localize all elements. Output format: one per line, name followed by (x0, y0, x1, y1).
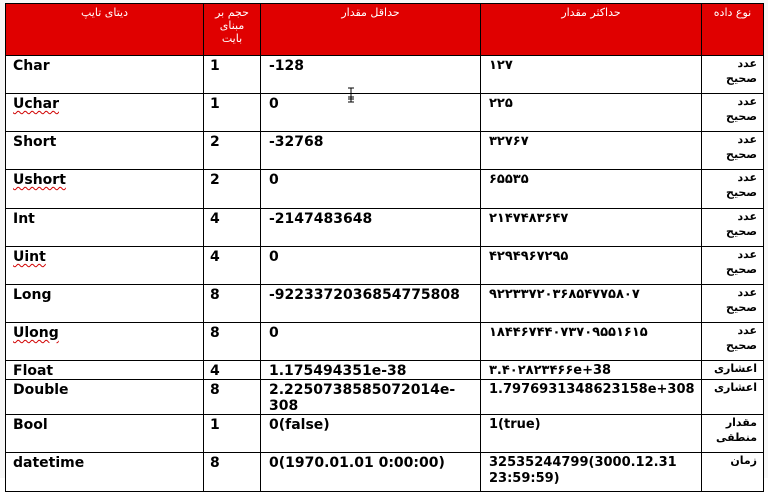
table-row (6, 453, 764, 492)
cell-kind (702, 380, 764, 415)
cell-type (6, 285, 204, 323)
cell-kind (702, 132, 764, 170)
cell-size: 2 (204, 132, 261, 170)
cell-kind (702, 323, 764, 361)
kind-line-1: عدد (737, 171, 757, 184)
cell-size: 2 (204, 170, 261, 209)
type-name: Double (13, 382, 69, 398)
cell-kind (702, 285, 764, 323)
kind-line-1: اعشاری (713, 362, 757, 375)
type-name: Uchar (13, 96, 59, 112)
cell-max: ۱۸۴۴۶۷۴۴۰۷۳۷۰۹۵۵۱۶۱۵ (481, 323, 702, 361)
cell-max: ۶۵۵۳۵ (481, 170, 702, 209)
type-name: Int (13, 211, 35, 227)
cell-type (6, 323, 204, 361)
cell-min: 2.2250738585072014e-308 (261, 380, 481, 415)
table-row (6, 323, 764, 361)
cell-min: 0 (261, 247, 481, 285)
type-name: Ulong (13, 325, 59, 341)
cell-type (6, 209, 204, 247)
kind-line-1: مقدار (725, 416, 757, 429)
kind-line-2: صحیح (726, 148, 757, 161)
ibeam-cursor-icon (347, 87, 355, 103)
cell-size: 4 (204, 209, 261, 247)
cell-min: 1.175494351e-38 (261, 361, 481, 380)
cell-size: 8 (204, 453, 261, 492)
cell-max: ۹۲۲۳۳۷۲۰۳۶۸۵۴۷۷۵۸۰۷ (481, 285, 702, 323)
table-row (6, 415, 764, 453)
cell-type (6, 415, 204, 453)
cell-size: 8 (204, 380, 261, 415)
cell-kind (702, 209, 764, 247)
cell-max: ۲۱۴۷۴۸۳۶۴۷ (481, 209, 702, 247)
table-row (6, 285, 764, 323)
cell-min: 0 (261, 94, 481, 132)
table-row (6, 209, 764, 247)
cell-kind (702, 361, 764, 380)
cell-min: 0(false) (261, 415, 481, 453)
table-row (6, 247, 764, 285)
table-row (6, 361, 764, 380)
type-name: Char (13, 58, 50, 74)
kind-line-1: عدد (737, 95, 757, 108)
kind-line-1: زمان (730, 454, 757, 467)
kind-line-1: عدد (737, 57, 757, 70)
header-size: حجم بر مبنای بایت (204, 4, 261, 56)
cell-type (6, 453, 204, 492)
table-row (6, 170, 764, 209)
header-type: دیتای تایپ (6, 4, 204, 56)
cell-type (6, 380, 204, 415)
kind-line-2: منطقی (715, 431, 757, 444)
cell-kind (702, 247, 764, 285)
cell-size: 1 (204, 94, 261, 132)
cell-kind (702, 94, 764, 132)
kind-line-1: عدد (737, 248, 757, 261)
table-row (6, 56, 764, 94)
kind-line-1: عدد (737, 324, 757, 337)
type-name: datetime (13, 455, 85, 471)
type-name: Short (13, 134, 57, 150)
kind-line-2: صحیح (726, 225, 757, 238)
cell-min: -32768 (261, 132, 481, 170)
cell-kind (702, 453, 764, 492)
type-name: Ushort (13, 172, 66, 188)
cell-min: 0(1970.01.01 0:00:00) (261, 453, 481, 492)
cell-kind (702, 56, 764, 94)
cell-max: ۱۲۷ (481, 56, 702, 94)
kind-line-2: صحیح (726, 301, 757, 314)
header-row (6, 4, 764, 56)
kind-line-2: صحیح (726, 110, 757, 123)
cell-min: 0 (261, 170, 481, 209)
header-max: حداکثر مقدار (481, 4, 702, 56)
cell-type (6, 94, 204, 132)
type-name: Float (13, 363, 54, 379)
table-row (6, 380, 764, 415)
kind-line-1: عدد (737, 286, 757, 299)
cell-max: ۳.۴۰۲۸۲۳۴۶۶e+38 (481, 361, 702, 380)
cell-max: ۳۲۷۶۷ (481, 132, 702, 170)
table-row (6, 132, 764, 170)
cell-kind (702, 170, 764, 209)
kind-line-1: عدد (737, 210, 757, 223)
kind-line-2: صحیح (726, 72, 757, 85)
header-kind: نوع داده (702, 4, 764, 56)
table-row (6, 94, 764, 132)
kind-line-1: عدد (737, 133, 757, 146)
cell-type (6, 247, 204, 285)
cell-max: 1(true) (481, 415, 702, 453)
cell-min: -2147483648 (261, 209, 481, 247)
kind-line-1: اعشاری (713, 381, 757, 394)
type-name: Long (13, 287, 52, 303)
kind-line-2: صحیح (726, 339, 757, 352)
kind-line-2: صحیح (726, 186, 757, 199)
cell-size: 8 (204, 323, 261, 361)
cell-size: 8 (204, 285, 261, 323)
cell-type (6, 56, 204, 94)
kind-line-2: صحیح (726, 263, 757, 276)
cell-max: 1.7976931348623158e+308 (481, 380, 702, 415)
cell-size: 4 (204, 361, 261, 380)
header-min: حداقل مقدار (261, 4, 481, 56)
cell-min: -128 (261, 56, 481, 94)
cell-type (6, 170, 204, 209)
cell-type (6, 361, 204, 380)
cell-max: ۲۲۵ (481, 94, 702, 132)
cell-kind (702, 415, 764, 453)
type-name: Bool (13, 417, 48, 433)
cell-type (6, 132, 204, 170)
cell-size: 4 (204, 247, 261, 285)
type-name: Uint (13, 249, 46, 265)
cell-size: 1 (204, 56, 261, 94)
cell-max: ۴۲۹۴۹۶۷۲۹۵ (481, 247, 702, 285)
cell-size: 1 (204, 415, 261, 453)
cell-min: -9223372036854775808 (261, 285, 481, 323)
data-types-table (5, 3, 764, 492)
cell-max: 32535244799(3000.12.31 23:59:59) (481, 453, 702, 492)
cell-min: 0 (261, 323, 481, 361)
